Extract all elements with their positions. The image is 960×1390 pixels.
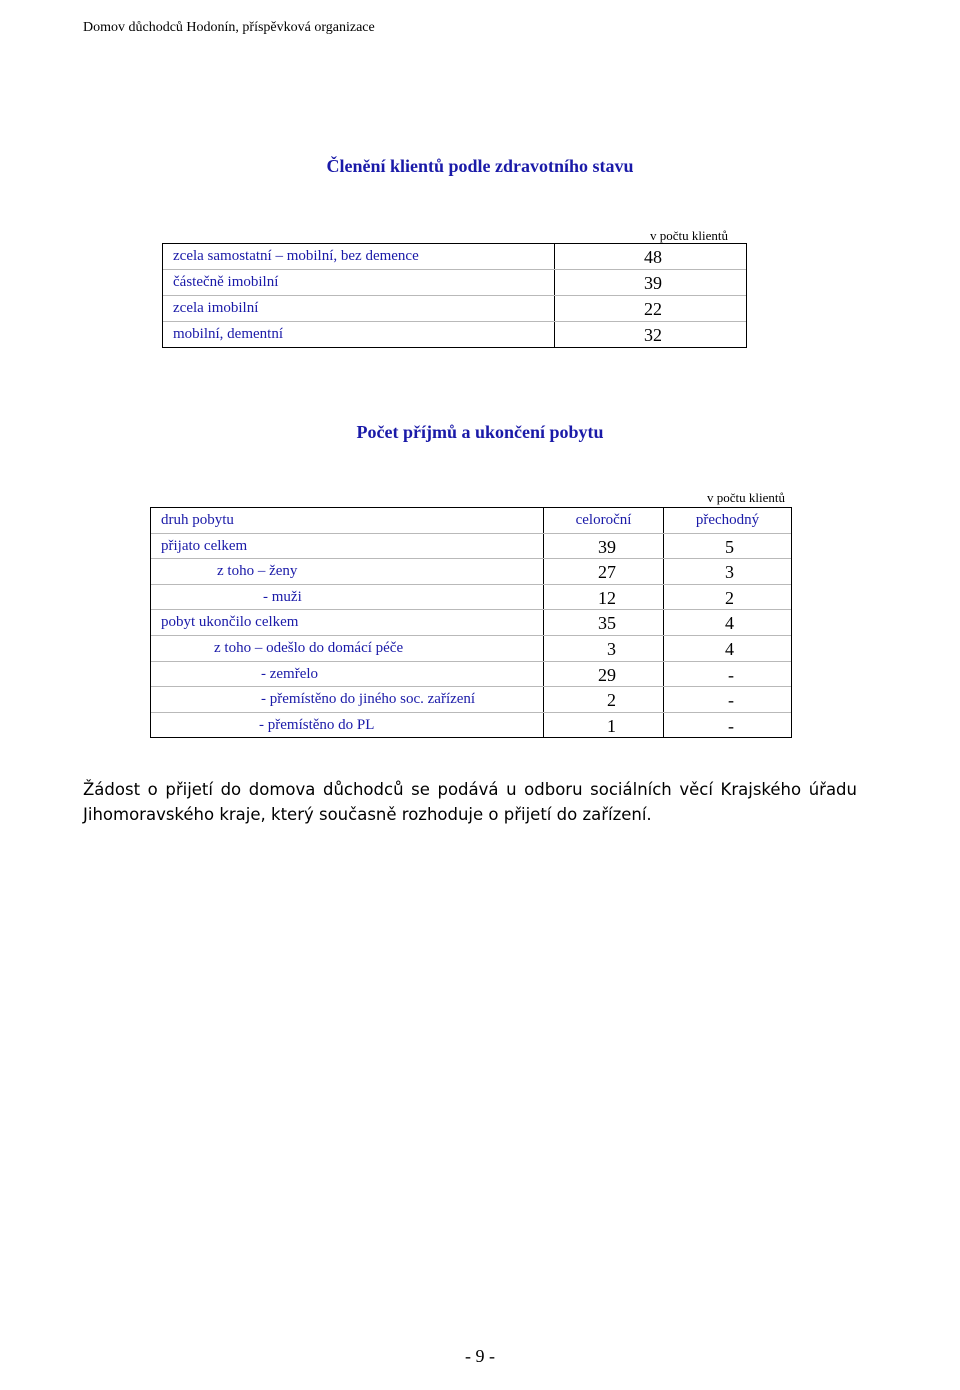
row-label: z toho – ženy: [151, 559, 544, 584]
row-col1: 3: [544, 636, 664, 661]
row-label: - zemřelo: [151, 662, 544, 687]
row-col2: -: [728, 715, 734, 736]
table-row: [151, 636, 791, 662]
unit-note: v počtu klientů: [650, 228, 728, 243]
row-value: 22: [644, 299, 662, 319]
row-col2: -: [728, 690, 734, 711]
row-col2: -: [728, 664, 734, 685]
row-label: přijato celkem: [151, 534, 544, 559]
table-row: [151, 610, 791, 636]
row-label: - muži: [151, 585, 544, 610]
table-row: [163, 244, 746, 270]
row-value: 32: [644, 325, 662, 345]
table-row: [151, 585, 791, 611]
table-row: [151, 559, 791, 585]
health-table: [162, 243, 747, 348]
row-col1: 29: [544, 662, 664, 687]
row-col2: 5: [725, 536, 734, 557]
row-label: pobyt ukončilo celkem: [151, 610, 544, 635]
header-col1: celoroční: [544, 508, 664, 533]
row-label: z toho – odešlo do domácí péče: [151, 636, 544, 661]
row-col1: 2: [544, 687, 664, 712]
row-label: - přemístěno do jiného soc. zařízení: [151, 687, 544, 712]
table-row: [151, 662, 791, 688]
row-col1: 27: [544, 559, 664, 584]
table-row: [151, 534, 791, 560]
page-header: Domov důchodců Hodonín, příspěvková organizace: [83, 20, 375, 35]
table-row: [163, 296, 746, 322]
row-label: zcela samostatní – mobilní, bez demence: [163, 244, 555, 269]
row-value: 48: [644, 247, 662, 267]
section-title-health: Členění klientů podle zdravotního stavu: [326, 156, 634, 176]
header-label: druh pobytu: [151, 508, 544, 533]
row-label: částečně imobilní: [163, 270, 555, 295]
row-col2: 3: [725, 562, 734, 583]
section-title-admissions: Počet příjmů a ukončení pobytu: [356, 422, 604, 442]
table-header-row: [151, 508, 791, 534]
row-col1: 12: [544, 585, 664, 610]
table-row: [151, 713, 791, 738]
row-col2: 4: [725, 613, 734, 634]
row-label: - přemístěno do PL: [151, 713, 544, 738]
header-col2: přechodný: [695, 512, 760, 528]
row-col1: 35: [544, 610, 664, 635]
row-col1: 1: [544, 713, 664, 738]
row-label: mobilní, dementní: [163, 322, 555, 347]
unit-note: v počtu klientů: [707, 490, 785, 505]
table-row: [163, 270, 746, 296]
row-value: 39: [644, 273, 662, 293]
row-col2: 2: [725, 587, 734, 608]
row-col1: 39: [544, 534, 664, 559]
table-row: [151, 687, 791, 713]
admissions-table: [150, 507, 792, 738]
body-paragraph: Žádost o přijetí do domova důchodců se podává u odboru sociálních věcí Krajského úřadu Jihomoravského kraje, který současně rozhoduje o přijetí do zařízení.: [83, 780, 857, 824]
row-label: zcela imobilní: [163, 296, 555, 321]
page-number: - 9 -: [465, 1346, 495, 1366]
table-row: [163, 322, 746, 347]
row-col2: 4: [725, 638, 734, 659]
